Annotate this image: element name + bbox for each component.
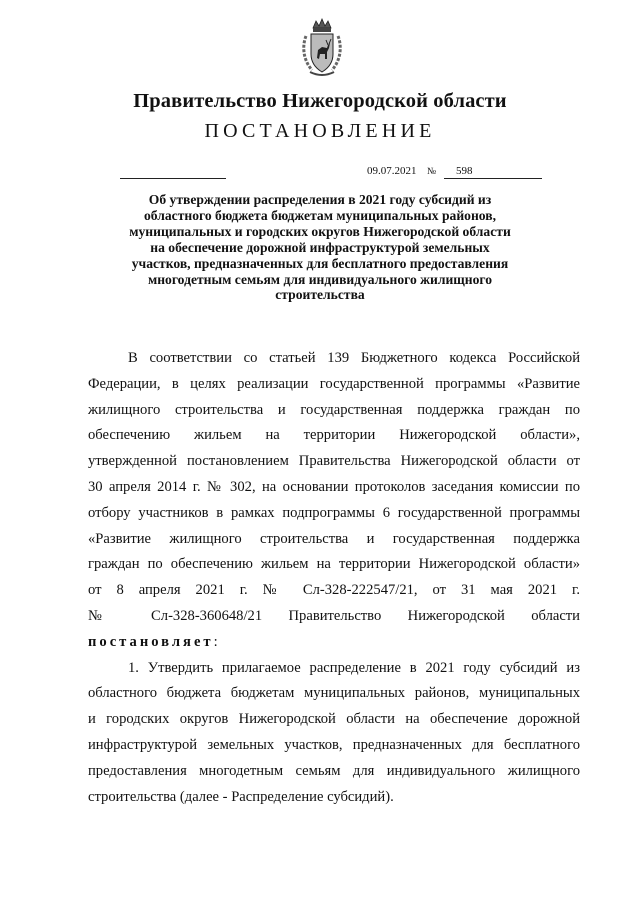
coat-of-arms-icon [300, 18, 344, 78]
resolves-line [88, 630, 580, 656]
clause-line: областного бюджета бюджетам муниципальных районов, муниципальных [88, 685, 580, 702]
preamble-line: Федерации, в целях реализации государственной программы «Развитие [88, 375, 580, 392]
preamble-line: В соответствии со статьей 139 Бюджетного кодекса Российской [128, 350, 580, 366]
government-name: Правительство Нижегородской области [133, 90, 507, 112]
document-body [88, 346, 580, 810]
preamble-line: отбору участников в рамках подпрограммы 6 государственной программы [88, 504, 580, 521]
preamble-line: № Сл-328-360648/21 Правительство Нижегородской области [88, 607, 580, 624]
preamble-line: жилищного строительства и государственная поддержка граждан по [88, 401, 580, 418]
heading-line: участков, предназначенных для бесплатного предоставления [131, 255, 509, 271]
clause-line: 1. Утвердить прилагаемое распределение в 2021 году субсидий из [128, 659, 580, 676]
heading-line: муниципальных и городских округов Нижегородской области [129, 223, 511, 239]
heading-line: областного бюджета бюджетам муниципальных районов, [144, 207, 496, 223]
resolves-word: постановляет [88, 633, 214, 650]
document-heading [100, 192, 540, 303]
document-number: 598 [456, 165, 473, 177]
preamble-line: граждан по обеспечению жильем на территории Нижегородской области» [88, 556, 580, 573]
heading-line: Об утверждении распределения в 2021 году субсидий из [148, 192, 492, 207]
preamble-line: 30 апреля 2014 г. № 302, на основании протоколов заседания комиссии по [88, 478, 580, 495]
clause-line: предоставления многодетным семьям для индивидуального жилищного [88, 762, 580, 779]
document-type: ПОСТАНОВЛЕНИЕ [204, 120, 436, 142]
number-underline [444, 178, 542, 179]
preamble-line: «Развитие жилищного строительства и государственная поддержка [88, 530, 580, 547]
heading-line: строительства [275, 287, 365, 303]
clause-line: и городских округов Нижегородской области на обеспечение дорожной [88, 711, 580, 728]
heading-line: на обеспечение дорожной инфраструктурой земельных [150, 239, 490, 255]
document-date: 09.07.2021 [367, 165, 417, 177]
clause-line: инфраструктурой земельных участков, предназначенных для бесплатного [88, 736, 580, 753]
preamble-line: от 8 апреля 2021 г. № Сл-328-222547/21, от 31 мая 2021 г. [88, 582, 580, 599]
resolves-colon: : [213, 633, 218, 650]
date-underline-left [120, 178, 226, 179]
heading-line: многодетным семьям для индивидуального жилищного [147, 271, 493, 287]
clause-line: строительства (далее - Распределение субсидий). [88, 788, 394, 805]
preamble-line: утвержденной постановлением Правительства Нижегородской области от [88, 453, 580, 470]
preamble-line: обеспечению жильем на территории Нижегородской области», [88, 427, 580, 444]
number-sign: № [427, 167, 437, 177]
